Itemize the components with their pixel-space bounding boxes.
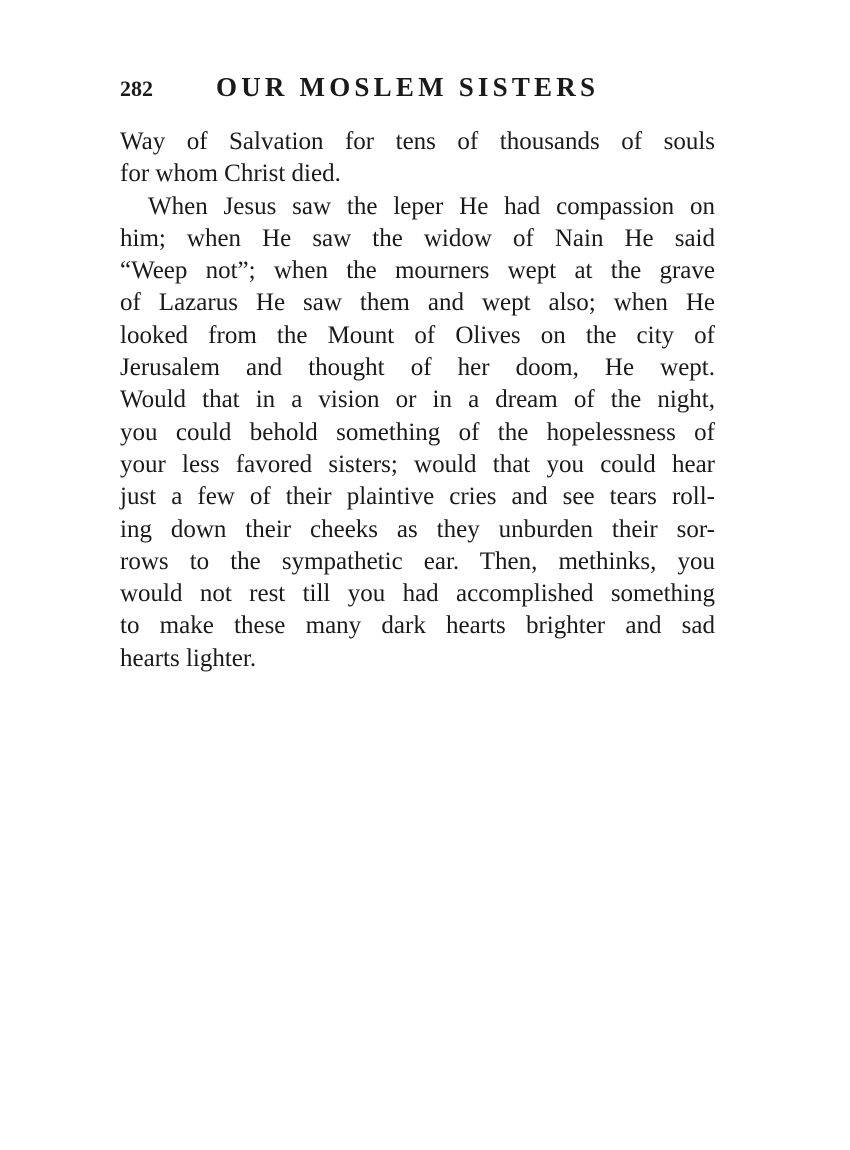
text-line: Would that in a vision or in a dream of the night, xyxy=(120,386,715,414)
text-line: you could behold something of the hopelessness of xyxy=(120,418,715,446)
text-line: your less favored sisters; would that you could hear xyxy=(120,450,715,478)
text-line: rows to the sympathetic ear. Then, methinks, you xyxy=(120,547,715,575)
text-line: him; when He saw the widow of Nain He said xyxy=(120,224,715,252)
body-text xyxy=(120,126,715,675)
text-line: of Lazarus He saw them and wept also; when He xyxy=(120,289,715,317)
text-line: to make these many dark hearts brighter and sad xyxy=(120,612,715,640)
text-line: Jerusalem and thought of her doom, He wept. xyxy=(120,354,715,382)
paragraph xyxy=(120,126,715,191)
text-line: for whom Christ died. xyxy=(120,160,341,188)
text-line: hearts lighter. xyxy=(120,644,257,672)
text-line: looked from the Mount of Olives on the city of xyxy=(120,321,715,349)
text-line: just a few of their plaintive cries and see tears roll- xyxy=(120,483,715,511)
text-line: would not rest till you had accomplished something xyxy=(120,580,715,608)
text-line: When Jesus saw the leper He had compassion on xyxy=(148,192,715,220)
text-line: “Weep not”; when the mourners wept at the grave xyxy=(120,257,715,285)
running-title: OUR MOSLEM SISTERS xyxy=(216,72,600,102)
page-number: 282 xyxy=(120,76,153,101)
text-line: ing down their cheeks as they unburden their sor- xyxy=(120,515,715,543)
running-head xyxy=(120,72,720,112)
paragraph xyxy=(120,191,715,675)
text-line: Way of Salvation for tens of thousands of souls xyxy=(120,128,715,155)
